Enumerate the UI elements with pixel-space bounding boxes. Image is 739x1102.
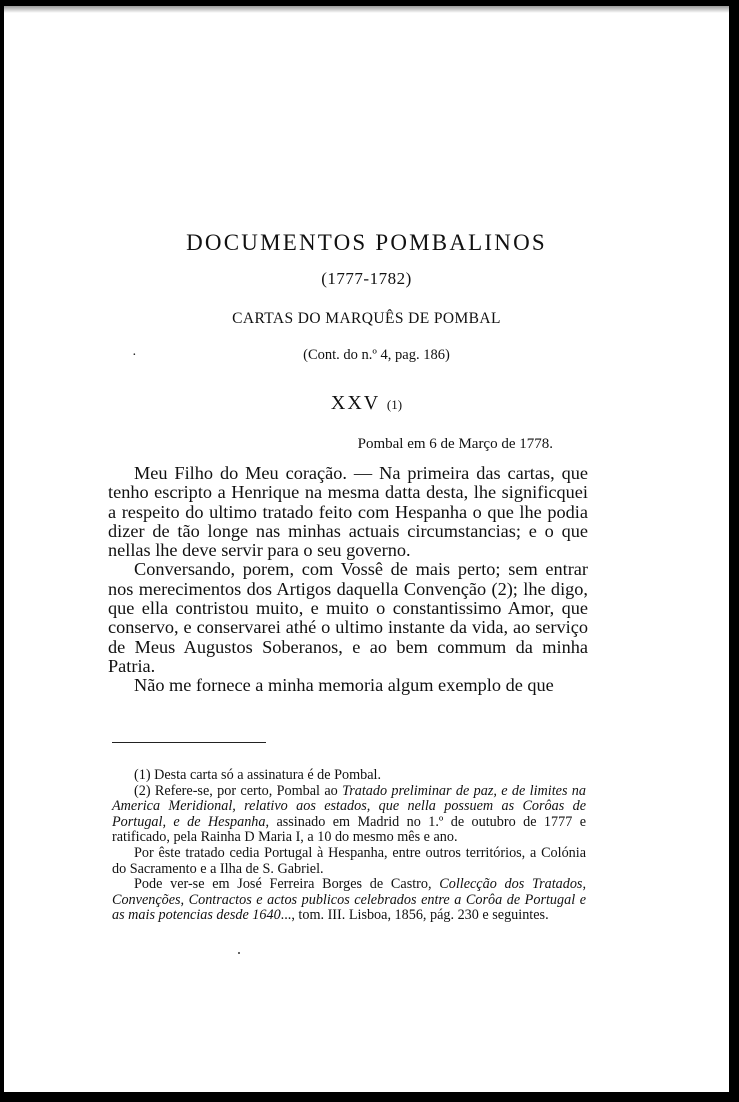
body-paragraph: Meu Filho do Meu coração. — Na primeira das cartas, que tenho escripto a Henrique na mesma datta desta, lhe significquei a respeito do ultimo tratado feito com Hespanha o que lhe podia dizer de tão longe nas minhas actuais circumstancias; e o que nellas lhe deve servir para o seu governo. (108, 463, 588, 561)
letter-dateline: Pombal em 6 de Março de 1778. (357, 436, 553, 452)
letter-number: XXV (330, 392, 380, 414)
footnote-4 (112, 877, 586, 924)
footnote-2 (112, 784, 586, 846)
document-dates: (1777-1782) (321, 269, 412, 288)
body-paragraph: Conversando, porem, com Vossê de mais perto; sem entrar nos merecimentos dos Artigos daquella Convenção (2); lhe digo, que ella contristou muito, e muito o constantissimo Amor, que conservo, e conservarei athé o ultimo instante da vida, ao serviço de Meus Augustos Soberanos, e ao bem commum da minha Patria. (108, 559, 588, 676)
letter-heading (4, 392, 729, 415)
footnote-3: Por êste tratado cedia Portugal à Hespanha, entre outros territórios, a Colónia do Sacramento e a Ilha de S. Gabriel. (112, 844, 586, 877)
footnote-2-title: Tratado preliminar de paz, e de limites na America Meridional, relativo aos estados, que nella possuem as Corôas de Portugal, e de Hespanha (112, 782, 586, 830)
footnote-2-text-end: , assinado em Madrid no 1.º de outubro de 1777 e ratificado, pela Rainha D Maria I, a 10 do mesmo mês e ano. (112, 813, 586, 846)
document-title: DOCUMENTOS POMBALINOS (186, 230, 547, 255)
footnote-4-text-end: ..., tom. III. Lisboa, 1856, pág. 230 e seguintes. (280, 907, 549, 924)
scan-speck (238, 952, 240, 954)
footnote-2-text: (2) Refere-se, por certo, Pombal ao (134, 782, 343, 799)
letter-footnote-ref: (1) (386, 397, 403, 412)
letter-body (108, 464, 588, 696)
stray-mark: · (132, 348, 137, 363)
footnotes (112, 768, 586, 924)
footnote-4-title: Collecção dos Tratados, Convenções, Contractos e actos publicos celebrados entre a Corôa de Portugal e as mais potencias desde 1640 (112, 876, 586, 924)
document-subtitle: CARTAS DO MARQUÊS DE POMBAL (232, 310, 501, 327)
footnote-divider (112, 742, 266, 743)
footnote-1: (1) Desta carta só a assinatura é de Pombal. (134, 767, 382, 783)
continuation-reference: (Cont. do n.º 4, pag. 186) (303, 347, 450, 363)
scan-edge-shadow (4, 6, 729, 13)
body-paragraph: Não me fornece a minha memoria algum exemplo de que (134, 675, 554, 696)
footnote-4-text: Pode ver-se em José Ferreira Borges de Castro, (134, 876, 440, 893)
document-page (4, 6, 729, 1092)
